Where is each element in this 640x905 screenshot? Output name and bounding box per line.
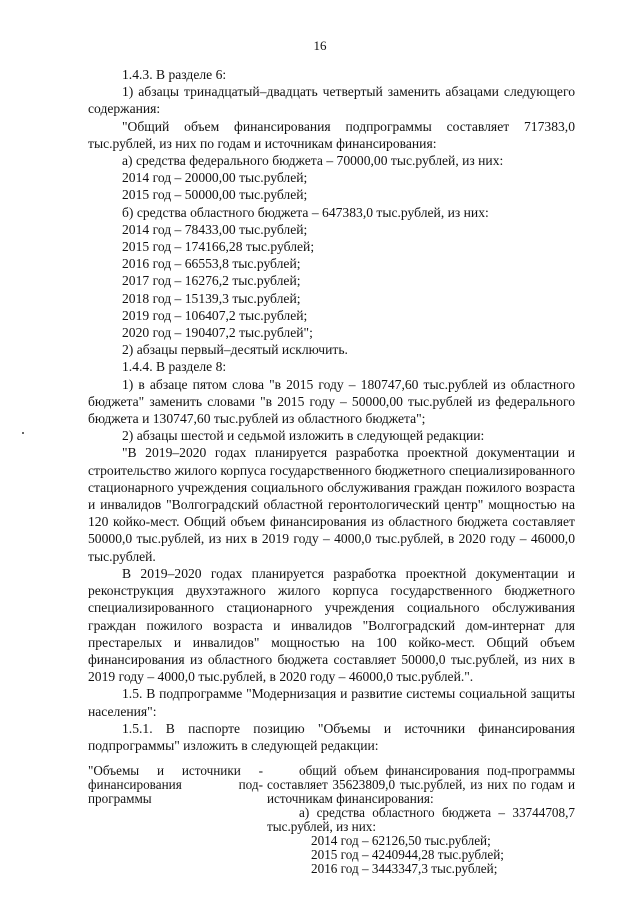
table-left-text: "Объемы и источники - финансирования под-программы [88, 763, 263, 806]
list-item: 2015 год – 174166,28 тыс.рублей; [122, 239, 315, 255]
paragraph: 1) абзацы тринадцатый–двадцать четвертый заменить абзацами следующего содержания: [88, 84, 575, 117]
section-heading: 1.4.3. В разделе 6: [122, 67, 227, 82]
list-item: 2020 год – 190407,2 тыс.рублей"; [122, 325, 313, 341]
list-item: б) средства областного бюджета – 647383,0 тыс.рублей, из них: [122, 204, 489, 220]
table-right-source: а) средства областного бюджета – 33744708,7 тыс.рублей, из них: [267, 805, 575, 834]
paragraph: В 2019–2020 годах планируется разработка проектной документации и реконструкция двухэтажного жилого корпуса государственного бюджетного специализированного стационарного учреждения социального обслуживания граждан пожилого возраста и инвалидов "Волгоградский дом-интернат для престарелых и инвалидов" мощностью на 100 койко-мест. Общий объем финансирования из областного бюджета составляет 50000,0 тыс.рублей, из них в 2019 году – 4000,0 тыс.рублей, в 2020 году – 46000,0 тыс.рублей.". [88, 565, 575, 685]
paragraph: 2) абзацы шестой и седьмой изложить в следующей редакции: [122, 428, 485, 444]
table-right-cell [263, 764, 575, 876]
list-item: 2017 год – 16276,2 тыс.рублей; [122, 273, 301, 289]
table-year-line: 2015 год – 4240944,28 тыс.рублей; [311, 847, 504, 862]
paragraph: "В 2019–2020 годах планируется разработка проектной документации и строительство жилого корпуса государственного бюджетного специализированного стационарного учреждения социального обслуживания граждан пожилого возраста и инвалидов "Волгоградский областной геронтологический центр" мощностью на 120 койко-мест. Общий объем финансирования из областного бюджета составляет 50000,0 тыс.рублей, из них в 2019 году – 4000,0 тыс.рублей, в 2020 году – 46000,0 тыс.рублей. [88, 445, 575, 564]
table-year-line: 2014 год – 62126,50 тыс.рублей; [311, 833, 491, 848]
margin-mark [22, 432, 24, 434]
page-number: 16 [313, 38, 327, 53]
paragraph: 1.5.1. В паспорте позицию "Объемы и источники финансирования подпрограммы" изложить в следующей редакции: [88, 720, 575, 753]
section-heading: 1.4.4. В разделе 8: [122, 359, 227, 375]
list-item: 2018 год – 15139,3 тыс.рублей; [122, 290, 301, 306]
list-item: 2019 год – 106407,2 тыс.рублей; [122, 307, 308, 323]
document-body [88, 66, 575, 754]
paragraph: 1) в абзаце пятом слова "в 2015 году – 180747,60 тыс.рублей из областного бюджета" заменить словами "в 2015 году – 50000,00 тыс.рублей из федерального бюджета и 130747,60 тыс.рублей из областного бюджета"; [88, 376, 575, 427]
table-year-line: 2016 год – 3443347,3 тыс.рублей; [311, 861, 498, 876]
paragraph: 2) абзацы первый–десятый исключить. [122, 342, 348, 358]
list-item: 2016 год – 66553,8 тыс.рублей; [122, 256, 301, 272]
list-item: 2014 год – 20000,00 тыс.рублей; [122, 170, 308, 186]
table-right-intro: общий объем финансирования под-программы составляет 35623809,0 тыс.рублей, из них по годам и источникам финансирования: [267, 763, 575, 806]
financing-table [88, 764, 575, 876]
paragraph: "Общий объем финансирования подпрограммы составляет 717383,0 тыс.рублей, из них по годам и источникам финансирования: [88, 118, 575, 151]
list-item: 2015 год – 50000,00 тыс.рублей; [122, 187, 308, 203]
list-item: а) средства федерального бюджета – 70000,00 тыс.рублей, из них: [122, 153, 504, 169]
table-left-cell [88, 764, 263, 876]
paragraph: 1.5. В подпрограмме "Модернизация и развитие системы социальной защиты населения": [88, 686, 575, 719]
list-item: 2014 год – 78433,00 тыс.рублей; [122, 221, 308, 237]
